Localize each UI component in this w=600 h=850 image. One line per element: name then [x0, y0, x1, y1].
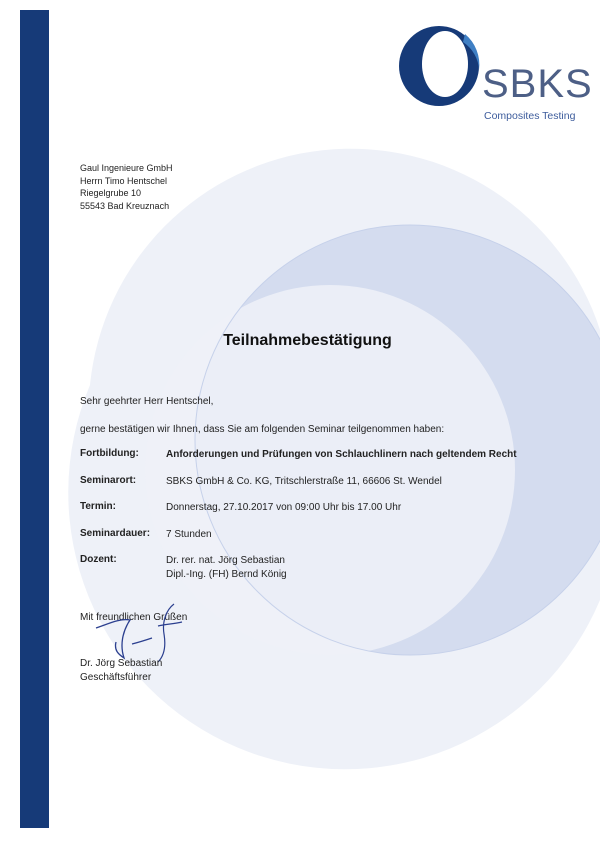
detail-label: Fortbildung:: [80, 448, 139, 459]
detail-value: 7 Stunden: [166, 529, 212, 540]
logo-wordmark: SBKS: [482, 62, 593, 106]
detail-value: [166, 554, 287, 582]
document-title: Teilnahmebestätigung: [223, 332, 392, 349]
intro-text: gerne bestätigen wir Ihnen, dass Sie am folgenden Seminar teilgenommen haben:: [80, 424, 445, 435]
detail-value: Anforderungen und Prüfungen von Schlauchlinern nach geltendem Recht: [166, 449, 517, 460]
logo-tagline: Composites Testing: [484, 110, 576, 122]
signer-name: Dr. Jörg Sebastian: [80, 658, 163, 669]
detail-value: SBKS GmbH & Co. KG, Tritschlerstraße 11, 66606 St. Wendel: [166, 476, 442, 487]
detail-label: Termin:: [80, 501, 116, 512]
detail-label: Dozent:: [80, 554, 117, 565]
lecturer-name: Dipl.-Ing. (FH) Bernd König: [166, 569, 287, 580]
detail-label: Seminardauer:: [80, 528, 151, 539]
signer-block: [80, 657, 162, 685]
closing-text: Mit freundlichen Grüßen: [80, 612, 188, 623]
recipient-address: [80, 162, 173, 212]
detail-label: Seminarort:: [80, 475, 137, 486]
detail-value: Donnerstag, 27.10.2017 von 09:00 Uhr bis 17.00 Uhr: [166, 502, 402, 513]
salutation: Sehr geehrter Herr Hentschel,: [80, 396, 214, 407]
address-line: Herrn Timo Hentschel: [80, 175, 168, 186]
address-line: Gaul Ingenieure GmbH: [80, 163, 173, 173]
signer-role: Geschäftsführer: [80, 672, 152, 683]
address-line: 55543 Bad Kreuznach: [80, 200, 170, 211]
lecturer-name: Dr. rer. nat. Jörg Sebastian: [166, 555, 285, 566]
address-line: Riegelgrube 10: [80, 188, 142, 198]
